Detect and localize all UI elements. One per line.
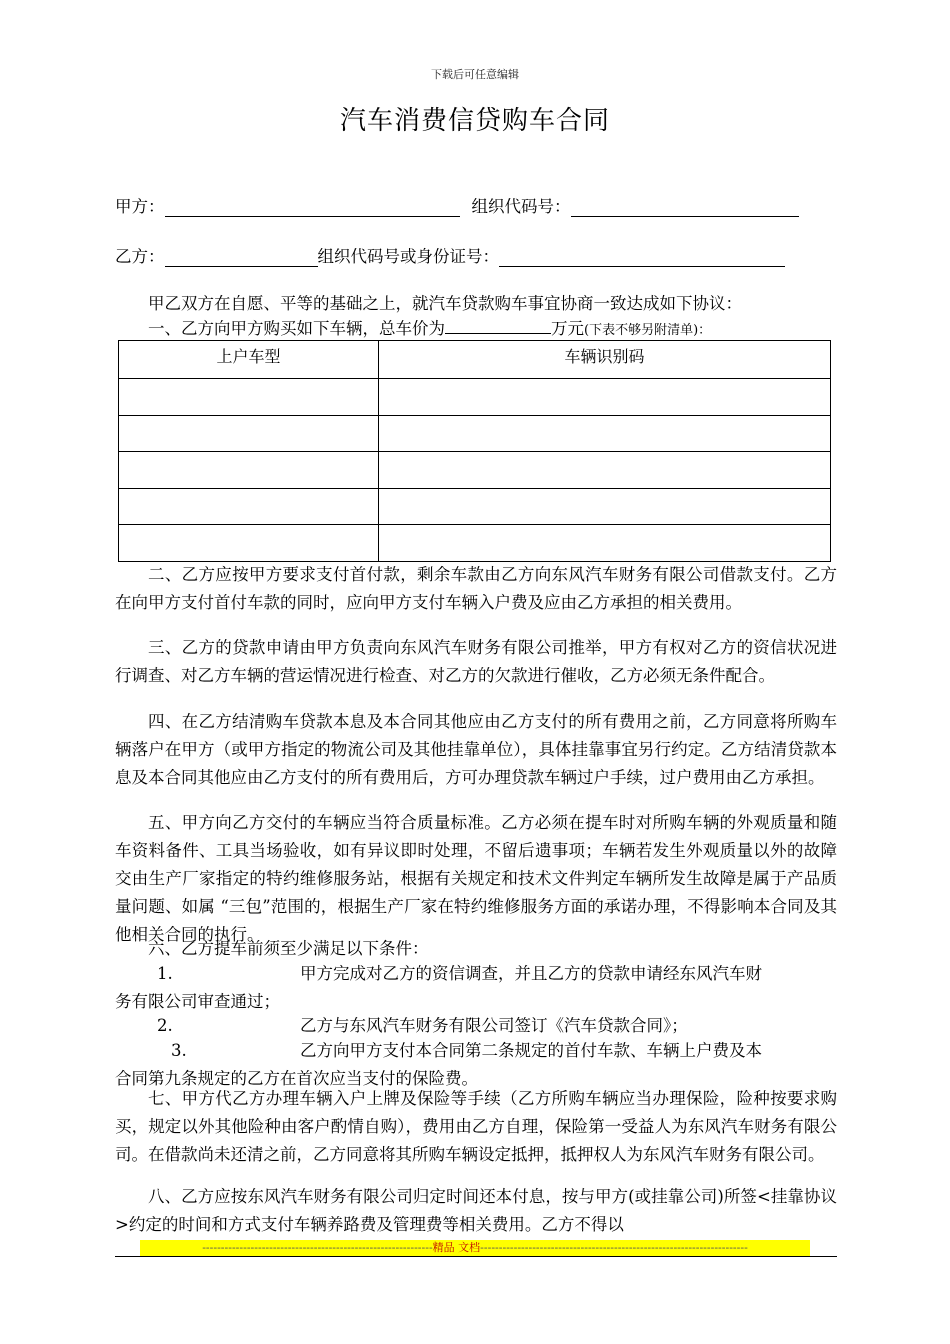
clause-2: 二、乙方应按甲方要求支付首付款，剩余车款由乙方向东风汽车财务有限公司借款支付。乙方在向甲方支付首付车款的同时，应向甲方支付车辆入户费及应由乙方承担的相关费用。 — [115, 565, 837, 612]
party-a-field[interactable] — [165, 198, 460, 217]
footer-text: 精品 文档 — [432, 1241, 481, 1254]
vin-cell[interactable] — [379, 488, 831, 525]
condition-item-2 — [115, 1012, 837, 1040]
table-row — [119, 452, 831, 489]
clause-1-unit: 万元 — [551, 319, 584, 338]
clause-5: 五、甲方向乙方交付的车辆应当符合质量标准。乙方必须在提车时对所购车辆的外观质量和随车资料备件、工具当场验收，如有异议即时处理，不留后遗事项；车辆若发生外观质量以外的故障交由生产厂家指定的特约维修服务站，根据有关规定和技术文件判定车辆所发生故障是属于产品质量问题、如属 “三包”范围的，根据生产厂家在特约维修服务方面的承诺办理，不得影响本合同及其他相关合同的执行。 — [115, 813, 837, 944]
footer-dashes-right: ------------------------------------------------------------------------ — [480, 1241, 748, 1254]
condition-item-1 — [115, 960, 837, 1016]
clause-4: 四、在乙方结清购车贷款本息及本合同其他应由乙方支付的所有费用之前，乙方同意将所购车辆落户在甲方（或甲方指定的物流公司及其他挂靠单位），具体挂靠事宜另行约定。乙方结清贷款本息及本合同其他应由乙方支付的所有费用后，方可办理贷款车辆过户手续，过户费用由乙方承担。 — [115, 712, 837, 787]
table-row — [119, 525, 831, 562]
vin-cell[interactable] — [379, 379, 831, 416]
clause-6: 六、乙方提车前须至少满足以下条件： — [148, 939, 429, 958]
party-b-field[interactable] — [165, 248, 318, 267]
footer-banner — [140, 1240, 810, 1256]
vin-cell[interactable] — [379, 415, 831, 452]
party-b-org-label: 组织代码号或身份证号： — [317, 247, 499, 266]
party-b-label: 乙方： — [115, 247, 165, 266]
party-a-org-label: 组织代码号： — [471, 197, 571, 216]
item-2-number: 2. — [157, 1016, 173, 1035]
vin-cell[interactable] — [379, 452, 831, 489]
item-3-number: 3. — [171, 1041, 187, 1060]
item-1-continuation: 务有限公司审查通过； — [115, 992, 280, 1011]
footer-dashes-left: -------------------------------------------------------------- — [202, 1241, 433, 1254]
footer-divider — [115, 1256, 837, 1257]
table-header-row — [119, 341, 831, 379]
item-1-text: 甲方完成对乙方的资信调查，并且乙方的贷款申请经东风汽车财 — [300, 964, 762, 983]
clause-8: 八、乙方应按东风汽车财务有限公司归定时间还本付息，按与甲方(或挂靠公司)所签<挂靠协议>约定的时间和方式支付车辆养路费及管理费等相关费用。乙方不得以 — [115, 1187, 837, 1234]
item-2-text: 乙方与东风汽车财务有限公司签订《汽车贷款合同》； — [300, 1016, 688, 1035]
model-cell[interactable] — [119, 452, 379, 489]
table-row — [119, 415, 831, 452]
header-note: 下载后可任意编辑 — [431, 68, 519, 81]
party-b-org-field[interactable] — [499, 248, 785, 267]
item-1-number: 1. — [157, 964, 173, 983]
model-cell[interactable] — [119, 488, 379, 525]
table-row — [119, 379, 831, 416]
item-3-text: 乙方向甲方支付本合同第二条规定的首付车款、车辆上户费及本 — [300, 1041, 762, 1060]
clause-3: 三、乙方的贷款申请由甲方负责向东风汽车财务有限公司推举，甲方有权对乙方的资信状况进行调查、对乙方车辆的营运情况进行检查、对乙方的欠款进行催收，乙方必须无条件配合。 — [115, 638, 837, 685]
model-cell[interactable] — [119, 525, 379, 562]
model-cell[interactable] — [119, 379, 379, 416]
clause-7: 七、甲方代乙方办理车辆入户上牌及保险等手续（乙方所购车辆应当办理保险，险种按要求购买，规定以外其他险种由客户酌情自购），费用由乙方自理，保险第一受益人为东风汽车财务有限公司。在借款尚未还清之前，乙方同意将其所购车辆设定抵押，抵押权人为东风汽车财务有限公司。 — [115, 1089, 837, 1164]
party-a-row — [115, 193, 799, 217]
item-3-continuation: 合同第九条规定的乙方在首次应当支付的保险费。 — [115, 1069, 478, 1088]
intro-paragraph: 甲乙双方在自愿、平等的基础之上，就汽车贷款购车事宜协商一致达成如下协议： — [148, 294, 742, 313]
party-a-org-field[interactable] — [571, 198, 799, 217]
party-a-label: 甲方： — [115, 197, 165, 216]
vehicle-table — [118, 340, 831, 562]
clause-1-text: 一、乙方向甲方购买如下车辆，总车价为 — [148, 319, 445, 338]
clause-1-note: (下表不够另附清单)： — [584, 323, 712, 338]
header-model: 上户车型 — [119, 341, 379, 379]
header-vin: 车辆识别码 — [379, 341, 831, 379]
vin-cell[interactable] — [379, 525, 831, 562]
model-cell[interactable] — [119, 415, 379, 452]
contract-title: 汽车消费信贷购车合同 — [339, 106, 610, 136]
total-price-field[interactable] — [445, 317, 551, 334]
party-b-row — [115, 243, 785, 267]
table-row — [119, 488, 831, 525]
